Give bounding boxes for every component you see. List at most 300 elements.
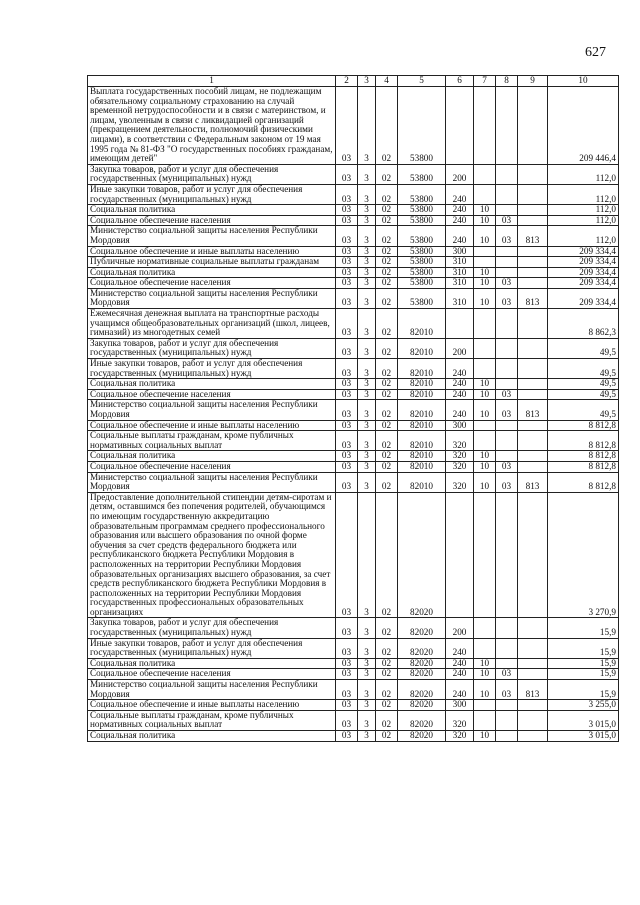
- table-row: [88, 288, 619, 308]
- ministry-code-cell: [518, 492, 548, 618]
- section-code-cell: 03: [336, 700, 358, 711]
- table-row: [88, 710, 619, 730]
- division-code-cell: 10: [474, 215, 496, 226]
- table-row: [88, 638, 619, 658]
- expense-type-code-cell: 310: [446, 257, 474, 268]
- target-article-code-cell: 82020: [398, 492, 446, 618]
- row-name-cell: Социальные выплаты гражданам, кроме публичных нормативных социальных выплат: [88, 710, 336, 730]
- amount-cell: 49,5: [548, 379, 619, 390]
- amount-cell: 112,0: [548, 215, 619, 226]
- section-code-cell: 03: [336, 87, 358, 165]
- subdivision-code-cell: [496, 431, 518, 451]
- division-code-cell: [474, 87, 496, 165]
- expense-type-code-cell: [446, 492, 474, 618]
- table-row: [88, 431, 619, 451]
- section-code-cell: 03: [336, 492, 358, 618]
- division-code-cell: [474, 710, 496, 730]
- subprogram-code-cell: 3: [358, 288, 376, 308]
- target-article-code-cell: 82010: [398, 389, 446, 400]
- ministry-code-cell: [518, 184, 548, 204]
- target-article-code-cell: 82020: [398, 618, 446, 638]
- subdivision-code-cell: [496, 184, 518, 204]
- division-code-cell: 10: [474, 680, 496, 700]
- amount-cell: 49,5: [548, 359, 619, 379]
- header-cell: 5: [398, 76, 446, 87]
- program-code-cell: 02: [376, 246, 398, 257]
- division-code-cell: [474, 164, 496, 184]
- expense-type-code-cell: 240: [446, 215, 474, 226]
- program-code-cell: 02: [376, 267, 398, 278]
- section-code-cell: 03: [336, 267, 358, 278]
- subdivision-code-cell: 03: [496, 226, 518, 246]
- subdivision-code-cell: [496, 359, 518, 379]
- subprogram-code-cell: 3: [358, 638, 376, 658]
- row-name-cell: Социальное обеспечение населения: [88, 389, 336, 400]
- section-code-cell: 03: [336, 472, 358, 492]
- subdivision-code-cell: 03: [496, 215, 518, 226]
- table-row: [88, 184, 619, 204]
- target-article-code-cell: 82010: [398, 379, 446, 390]
- expense-type-code-cell: 240: [446, 669, 474, 680]
- program-code-cell: 02: [376, 710, 398, 730]
- row-name-cell: Социальная политика: [88, 205, 336, 216]
- program-code-cell: 02: [376, 389, 398, 400]
- subdivision-code-cell: [496, 731, 518, 742]
- header-cell: 4: [376, 76, 398, 87]
- row-name-cell: Социальное обеспечение населения: [88, 278, 336, 289]
- amount-cell: 8 812,8: [548, 472, 619, 492]
- ministry-code-cell: [518, 267, 548, 278]
- subdivision-code-cell: [496, 164, 518, 184]
- section-code-cell: 03: [336, 257, 358, 268]
- ministry-code-cell: [518, 420, 548, 431]
- subdivision-code-cell: [496, 267, 518, 278]
- subdivision-code-cell: [496, 338, 518, 358]
- program-code-cell: 02: [376, 420, 398, 431]
- target-article-code-cell: 53800: [398, 226, 446, 246]
- subdivision-code-cell: [496, 379, 518, 390]
- section-code-cell: 03: [336, 420, 358, 431]
- ministry-code-cell: [518, 431, 548, 451]
- subprogram-code-cell: 3: [358, 164, 376, 184]
- ministry-code-cell: 813: [518, 288, 548, 308]
- table-row: [88, 267, 619, 278]
- target-article-code-cell: 82020: [398, 731, 446, 742]
- ministry-code-cell: [518, 638, 548, 658]
- division-code-cell: 10: [474, 288, 496, 308]
- expense-type-code-cell: 240: [446, 400, 474, 420]
- row-name-cell: Выплата государственных пособий лицам, не подлежащим обязательному социальному страхованию на случай временной нетрудоспособности и в связи с материнством, и лицам, уволенным в связи с ликвидацией организаций (прекращением деятельности, полномочий физическими лицами), в соответствии с Федеральным законом от 19 мая 1995 года № 81-ФЗ "О государственных пособиях гражданам, имеющим детей": [88, 87, 336, 165]
- division-code-cell: [474, 257, 496, 268]
- section-code-cell: 03: [336, 278, 358, 289]
- row-name-cell: Закупка товаров, работ и услуг для обеспечения государственных (муниципальных) нужд: [88, 164, 336, 184]
- division-code-cell: [474, 338, 496, 358]
- table-row: [88, 205, 619, 216]
- amount-cell: 112,0: [548, 184, 619, 204]
- subdivision-code-cell: [496, 246, 518, 257]
- row-name-cell: Социальная политика: [88, 451, 336, 462]
- target-article-code-cell: 53800: [398, 257, 446, 268]
- division-code-cell: [474, 246, 496, 257]
- division-code-cell: 10: [474, 389, 496, 400]
- subdivision-code-cell: [496, 87, 518, 165]
- expense-type-code-cell: [446, 309, 474, 339]
- ministry-code-cell: [518, 731, 548, 742]
- row-name-cell: Закупка товаров, работ и услуг для обеспечения государственных (муниципальных) нужд: [88, 618, 336, 638]
- subprogram-code-cell: 3: [358, 492, 376, 618]
- subprogram-code-cell: 3: [358, 700, 376, 711]
- program-code-cell: 02: [376, 618, 398, 638]
- section-code-cell: 03: [336, 731, 358, 742]
- amount-cell: 49,5: [548, 389, 619, 400]
- target-article-code-cell: 82010: [398, 400, 446, 420]
- ministry-code-cell: 813: [518, 226, 548, 246]
- table-header-row: [88, 76, 619, 87]
- division-code-cell: [474, 618, 496, 638]
- target-article-code-cell: 82010: [398, 338, 446, 358]
- row-name-cell: Предоставление дополнительной стипендии детям-сиротам и детям, оставшимся без попечения родителей, обучающимся по имеющим государственную аккредитацию образовательным программам среднего профессионального образования или высшего образования по очной форме обучения за счет средств федерального бюджета или республиканского бюджета Республики Мордовия в расположенных на территории Республики Мордовия образовательных организациях высшего образования, за счет средств республиканского бюджета Республики Мордовия в расположенных на территории Республики Мордовия государственных профессиональных образовательных организациях: [88, 492, 336, 618]
- row-name-cell: Социальное обеспечение населения: [88, 461, 336, 472]
- division-code-cell: [474, 420, 496, 431]
- subprogram-code-cell: 3: [358, 400, 376, 420]
- division-code-cell: 10: [474, 451, 496, 462]
- subdivision-code-cell: [496, 205, 518, 216]
- ministry-code-cell: 813: [518, 400, 548, 420]
- subdivision-code-cell: [496, 658, 518, 669]
- subdivision-code-cell: 03: [496, 288, 518, 308]
- subdivision-code-cell: [496, 420, 518, 431]
- division-code-cell: 10: [474, 461, 496, 472]
- ministry-code-cell: [518, 309, 548, 339]
- ministry-code-cell: [518, 700, 548, 711]
- target-article-code-cell: 82020: [398, 658, 446, 669]
- row-name-cell: Иные закупки товаров, работ и услуг для обеспечения государственных (муниципальных) нужд: [88, 359, 336, 379]
- row-name-cell: Социальная политика: [88, 658, 336, 669]
- table-row: [88, 492, 619, 618]
- table-row: [88, 658, 619, 669]
- subdivision-code-cell: [496, 638, 518, 658]
- program-code-cell: 02: [376, 379, 398, 390]
- expense-type-code-cell: 200: [446, 618, 474, 638]
- subdivision-code-cell: [496, 492, 518, 618]
- amount-cell: 8 812,8: [548, 451, 619, 462]
- row-name-cell: Министерство социальной защиты населения Республики Мордовия: [88, 226, 336, 246]
- expense-type-code-cell: 240: [446, 680, 474, 700]
- amount-cell: 112,0: [548, 226, 619, 246]
- amount-cell: 3 255,0: [548, 700, 619, 711]
- subdivision-code-cell: 03: [496, 680, 518, 700]
- amount-cell: 209 334,4: [548, 257, 619, 268]
- budget-table: [87, 75, 619, 742]
- target-article-code-cell: 53800: [398, 278, 446, 289]
- target-article-code-cell: 82010: [398, 472, 446, 492]
- ministry-code-cell: [518, 164, 548, 184]
- amount-cell: 15,9: [548, 680, 619, 700]
- row-name-cell: Социальное обеспечение и иные выплаты населению: [88, 420, 336, 431]
- ministry-code-cell: [518, 205, 548, 216]
- division-code-cell: [474, 359, 496, 379]
- section-code-cell: 03: [336, 359, 358, 379]
- row-name-cell: Иные закупки товаров, работ и услуг для обеспечения государственных (муниципальных) нужд: [88, 184, 336, 204]
- amount-cell: 112,0: [548, 205, 619, 216]
- subprogram-code-cell: 3: [358, 472, 376, 492]
- target-article-code-cell: 82020: [398, 669, 446, 680]
- expense-type-code-cell: 300: [446, 420, 474, 431]
- row-name-cell: Социальные выплаты гражданам, кроме публичных нормативных социальных выплат: [88, 431, 336, 451]
- program-code-cell: 02: [376, 164, 398, 184]
- table-row: [88, 379, 619, 390]
- ministry-code-cell: [518, 451, 548, 462]
- subdivision-code-cell: [496, 309, 518, 339]
- ministry-code-cell: [518, 669, 548, 680]
- subprogram-code-cell: 3: [358, 267, 376, 278]
- header-cell: 7: [474, 76, 496, 87]
- program-code-cell: 02: [376, 278, 398, 289]
- target-article-code-cell: 82020: [398, 700, 446, 711]
- header-cell: 9: [518, 76, 548, 87]
- division-code-cell: 10: [474, 267, 496, 278]
- row-name-cell: Социальная политика: [88, 731, 336, 742]
- table-row: [88, 309, 619, 339]
- expense-type-code-cell: 240: [446, 226, 474, 246]
- section-code-cell: 03: [336, 215, 358, 226]
- division-code-cell: 10: [474, 205, 496, 216]
- subprogram-code-cell: 3: [358, 246, 376, 257]
- table-row: [88, 389, 619, 400]
- subdivision-code-cell: 03: [496, 389, 518, 400]
- subprogram-code-cell: 3: [358, 205, 376, 216]
- expense-type-code-cell: 240: [446, 658, 474, 669]
- program-code-cell: 02: [376, 431, 398, 451]
- target-article-code-cell: 53800: [398, 288, 446, 308]
- subprogram-code-cell: 3: [358, 359, 376, 379]
- program-code-cell: 02: [376, 184, 398, 204]
- division-code-cell: [474, 638, 496, 658]
- row-name-cell: Социальная политика: [88, 379, 336, 390]
- program-code-cell: 02: [376, 658, 398, 669]
- program-code-cell: 02: [376, 700, 398, 711]
- section-code-cell: 03: [336, 338, 358, 358]
- section-code-cell: 03: [336, 451, 358, 462]
- amount-cell: 8 862,3: [548, 309, 619, 339]
- subdivision-code-cell: 03: [496, 669, 518, 680]
- expense-type-code-cell: 240: [446, 205, 474, 216]
- section-code-cell: 03: [336, 710, 358, 730]
- subprogram-code-cell: 3: [358, 461, 376, 472]
- target-article-code-cell: 82010: [398, 431, 446, 451]
- row-name-cell: Ежемесячная денежная выплата на транспортные расходы учащимся общеобразовательных организаций (школ, лицеев, гимназий) из многодетных семей: [88, 309, 336, 339]
- subdivision-code-cell: 03: [496, 461, 518, 472]
- section-code-cell: 03: [336, 400, 358, 420]
- ministry-code-cell: 813: [518, 680, 548, 700]
- program-code-cell: 02: [376, 226, 398, 246]
- program-code-cell: 02: [376, 309, 398, 339]
- row-name-cell: Министерство социальной защиты населения Республики Мордовия: [88, 400, 336, 420]
- target-article-code-cell: 82010: [398, 309, 446, 339]
- row-name-cell: Социальное обеспечение населения: [88, 215, 336, 226]
- target-article-code-cell: 53800: [398, 184, 446, 204]
- section-code-cell: 03: [336, 205, 358, 216]
- section-code-cell: 03: [336, 618, 358, 638]
- target-article-code-cell: 82020: [398, 710, 446, 730]
- amount-cell: 209 334,4: [548, 267, 619, 278]
- subprogram-code-cell: 3: [358, 431, 376, 451]
- ministry-code-cell: [518, 658, 548, 669]
- table-row: [88, 461, 619, 472]
- ministry-code-cell: [518, 246, 548, 257]
- expense-type-code-cell: 310: [446, 278, 474, 289]
- table-row: [88, 472, 619, 492]
- header-cell: 10: [548, 76, 619, 87]
- subprogram-code-cell: 3: [358, 669, 376, 680]
- subprogram-code-cell: 3: [358, 451, 376, 462]
- expense-type-code-cell: [446, 87, 474, 165]
- table-row: [88, 359, 619, 379]
- amount-cell: 15,9: [548, 618, 619, 638]
- division-code-cell: [474, 700, 496, 711]
- row-name-cell: Министерство социальной защиты населения Республики Мордовия: [88, 680, 336, 700]
- table-row: [88, 278, 619, 289]
- table-row: [88, 420, 619, 431]
- section-code-cell: 03: [336, 389, 358, 400]
- target-article-code-cell: 82010: [398, 359, 446, 379]
- section-code-cell: 03: [336, 680, 358, 700]
- row-name-cell: Иные закупки товаров, работ и услуг для обеспечения государственных (муниципальных) нужд: [88, 638, 336, 658]
- division-code-cell: 10: [474, 226, 496, 246]
- program-code-cell: 02: [376, 638, 398, 658]
- amount-cell: 209 334,4: [548, 246, 619, 257]
- header-cell: 8: [496, 76, 518, 87]
- program-code-cell: 02: [376, 451, 398, 462]
- ministry-code-cell: [518, 618, 548, 638]
- program-code-cell: 02: [376, 338, 398, 358]
- subdivision-code-cell: [496, 257, 518, 268]
- header-cell: 3: [358, 76, 376, 87]
- expense-type-code-cell: 240: [446, 379, 474, 390]
- ministry-code-cell: 813: [518, 472, 548, 492]
- division-code-cell: [474, 184, 496, 204]
- ministry-code-cell: [518, 359, 548, 379]
- target-article-code-cell: 53800: [398, 267, 446, 278]
- subprogram-code-cell: 3: [358, 309, 376, 339]
- expense-type-code-cell: 240: [446, 389, 474, 400]
- subdivision-code-cell: 03: [496, 278, 518, 289]
- subprogram-code-cell: 3: [358, 658, 376, 669]
- ministry-code-cell: [518, 379, 548, 390]
- amount-cell: 112,0: [548, 164, 619, 184]
- expense-type-code-cell: 240: [446, 638, 474, 658]
- amount-cell: 3 015,0: [548, 710, 619, 730]
- subprogram-code-cell: 3: [358, 278, 376, 289]
- subprogram-code-cell: 3: [358, 710, 376, 730]
- division-code-cell: [474, 431, 496, 451]
- subdivision-code-cell: [496, 618, 518, 638]
- program-code-cell: 02: [376, 205, 398, 216]
- row-name-cell: Министерство социальной защиты населения Республики Мордовия: [88, 288, 336, 308]
- section-code-cell: 03: [336, 246, 358, 257]
- target-article-code-cell: 82010: [398, 461, 446, 472]
- subprogram-code-cell: 3: [358, 215, 376, 226]
- subdivision-code-cell: 03: [496, 472, 518, 492]
- division-code-cell: [474, 492, 496, 618]
- subdivision-code-cell: [496, 710, 518, 730]
- program-code-cell: 02: [376, 680, 398, 700]
- section-code-cell: 03: [336, 461, 358, 472]
- program-code-cell: 02: [376, 492, 398, 618]
- subprogram-code-cell: 3: [358, 731, 376, 742]
- ministry-code-cell: [518, 87, 548, 165]
- division-code-cell: 10: [474, 379, 496, 390]
- subprogram-code-cell: 3: [358, 87, 376, 165]
- table-row: [88, 700, 619, 711]
- row-name-cell: Социальное обеспечение населения: [88, 669, 336, 680]
- header-cell: 2: [336, 76, 358, 87]
- subprogram-code-cell: 3: [358, 389, 376, 400]
- amount-cell: 49,5: [548, 400, 619, 420]
- program-code-cell: 02: [376, 461, 398, 472]
- target-article-code-cell: 53800: [398, 87, 446, 165]
- ministry-code-cell: [518, 257, 548, 268]
- subdivision-code-cell: 03: [496, 400, 518, 420]
- table-row: [88, 338, 619, 358]
- table-row: [88, 400, 619, 420]
- program-code-cell: 02: [376, 400, 398, 420]
- expense-type-code-cell: 320: [446, 472, 474, 492]
- division-code-cell: 10: [474, 731, 496, 742]
- row-name-cell: Публичные нормативные социальные выплаты гражданам: [88, 257, 336, 268]
- ministry-code-cell: [518, 389, 548, 400]
- subprogram-code-cell: 3: [358, 680, 376, 700]
- amount-cell: 15,9: [548, 638, 619, 658]
- table-row: [88, 246, 619, 257]
- expense-type-code-cell: 320: [446, 431, 474, 451]
- ministry-code-cell: [518, 710, 548, 730]
- program-code-cell: 02: [376, 87, 398, 165]
- header-cell: 1: [88, 76, 336, 87]
- division-code-cell: 10: [474, 669, 496, 680]
- expense-type-code-cell: 320: [446, 451, 474, 462]
- table-row: [88, 680, 619, 700]
- table-row: [88, 257, 619, 268]
- subdivision-code-cell: [496, 700, 518, 711]
- expense-type-code-cell: 300: [446, 246, 474, 257]
- table-row: [88, 731, 619, 742]
- section-code-cell: 03: [336, 658, 358, 669]
- target-article-code-cell: 82010: [398, 451, 446, 462]
- row-name-cell: Закупка товаров, работ и услуг для обеспечения государственных (муниципальных) нужд: [88, 338, 336, 358]
- target-article-code-cell: 53800: [398, 164, 446, 184]
- section-code-cell: 03: [336, 431, 358, 451]
- division-code-cell: [474, 309, 496, 339]
- amount-cell: 3 015,0: [548, 731, 619, 742]
- section-code-cell: 03: [336, 638, 358, 658]
- program-code-cell: 02: [376, 472, 398, 492]
- target-article-code-cell: 53800: [398, 215, 446, 226]
- division-code-cell: 10: [474, 658, 496, 669]
- expense-type-code-cell: 310: [446, 267, 474, 278]
- amount-cell: 8 812,8: [548, 420, 619, 431]
- division-code-cell: 10: [474, 278, 496, 289]
- table-row: [88, 215, 619, 226]
- section-code-cell: 03: [336, 164, 358, 184]
- program-code-cell: 02: [376, 288, 398, 308]
- ministry-code-cell: [518, 215, 548, 226]
- subprogram-code-cell: 3: [358, 257, 376, 268]
- ministry-code-cell: [518, 278, 548, 289]
- section-code-cell: 03: [336, 288, 358, 308]
- expense-type-code-cell: 320: [446, 710, 474, 730]
- subprogram-code-cell: 3: [358, 420, 376, 431]
